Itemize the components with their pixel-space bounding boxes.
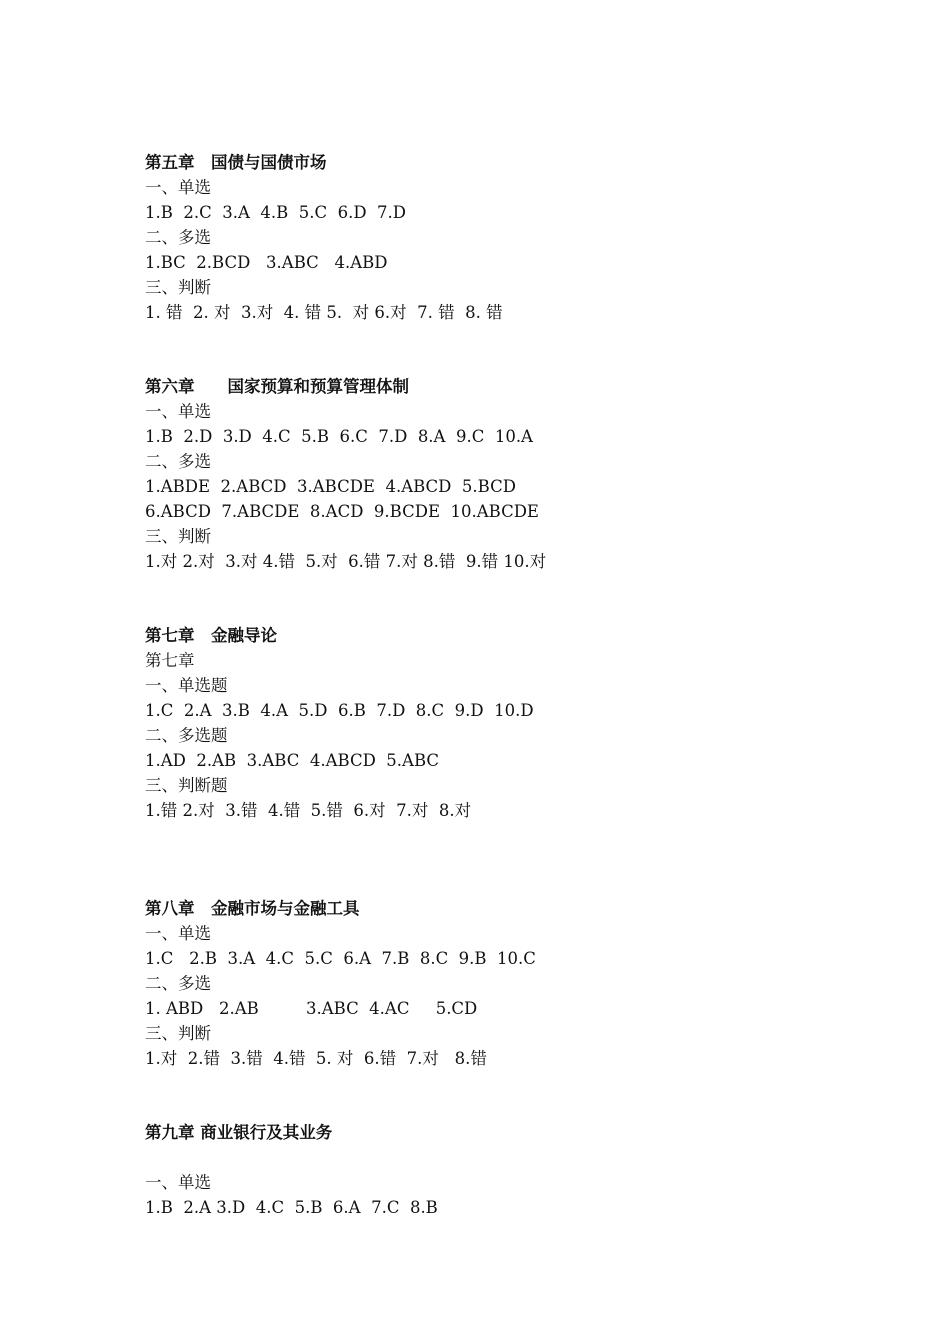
section-label: 三、判断 — [145, 1024, 211, 1043]
chapter-8 — [145, 896, 905, 1071]
section-label: 一、单选 — [145, 924, 211, 943]
chapter-title: 第六章 国家预算和预算管理体制 — [145, 377, 409, 396]
answer-line: 1.B 2.C 3.A 4.B 5.C 6.D 7.D — [145, 203, 407, 222]
section-label: 三、判断题 — [145, 776, 228, 795]
chapter-title: 第九章 商业银行及其业务 — [145, 1123, 333, 1142]
section-label: 三、判断 — [145, 278, 211, 297]
answer-line: 1.B 2.A 3.D 4.C 5.B 6.A 7.C 8.B — [145, 1198, 438, 1217]
answer-line: 1. 错 2. 对 3.对 4. 错 5. 对 6.对 7. 错 8. 错 — [145, 303, 503, 322]
section-label: 二、多选 — [145, 974, 211, 993]
spacer — [145, 872, 905, 896]
answer-line: 1.C 2.B 3.A 4.C 5.C 6.A 7.B 8.C 9.B 10.C — [145, 949, 536, 968]
section-label: 二、多选题 — [145, 726, 228, 745]
answer-line: 1.对 2.错 3.错 4.错 5. 对 6.错 7.对 8.错 — [145, 1049, 487, 1068]
chapter-title: 第八章 金融市场与金融工具 — [145, 899, 360, 918]
answer-line: 1.对 2.对 3.对 4.错 5.对 6.错 7.对 8.错 9.错 10.对 — [145, 552, 547, 571]
chapter-9 — [145, 1120, 905, 1220]
answer-line: 1.C 2.A 3.B 4.A 5.D 6.B 7.D 8.C 9.D 10.D — [145, 701, 534, 720]
chapter-subtitle: 第七章 — [145, 651, 195, 670]
answer-document — [145, 150, 905, 1220]
answer-line: 6.ABCD 7.ABCDE 8.ACD 9.BCDE 10.ABCDE — [145, 502, 539, 521]
section-label: 二、多选 — [145, 228, 211, 247]
chapter-6 — [145, 374, 905, 574]
blank-line — [145, 1145, 905, 1170]
section-label: 一、单选题 — [145, 676, 228, 695]
chapter-title: 第五章 国债与国债市场 — [145, 153, 327, 172]
spacer — [145, 823, 905, 872]
section-label: 一、单选 — [145, 1173, 211, 1192]
answer-line: 1. ABD 2.AB 3.ABC 4.AC 5.CD — [145, 999, 478, 1018]
chapter-7 — [145, 623, 905, 823]
answer-line: 1.BC 2.BCD 3.ABC 4.ABD — [145, 253, 388, 272]
spacer — [145, 574, 905, 623]
chapter-title: 第七章 金融导论 — [145, 626, 277, 645]
chapter-5 — [145, 150, 905, 325]
spacer — [145, 325, 905, 374]
section-label: 二、多选 — [145, 452, 211, 471]
answer-line: 1.错 2.对 3.错 4.错 5.错 6.对 7.对 8.对 — [145, 801, 472, 820]
answer-line: 1.ABDE 2.ABCD 3.ABCDE 4.ABCD 5.BCD — [145, 477, 516, 496]
section-label: 一、单选 — [145, 402, 211, 421]
answer-line: 1.AD 2.AB 3.ABC 4.ABCD 5.ABC — [145, 751, 440, 770]
section-label: 一、单选 — [145, 178, 211, 197]
spacer — [145, 1071, 905, 1120]
section-label: 三、判断 — [145, 527, 211, 546]
answer-line: 1.B 2.D 3.D 4.C 5.B 6.C 7.D 8.A 9.C 10.A — [145, 427, 533, 446]
